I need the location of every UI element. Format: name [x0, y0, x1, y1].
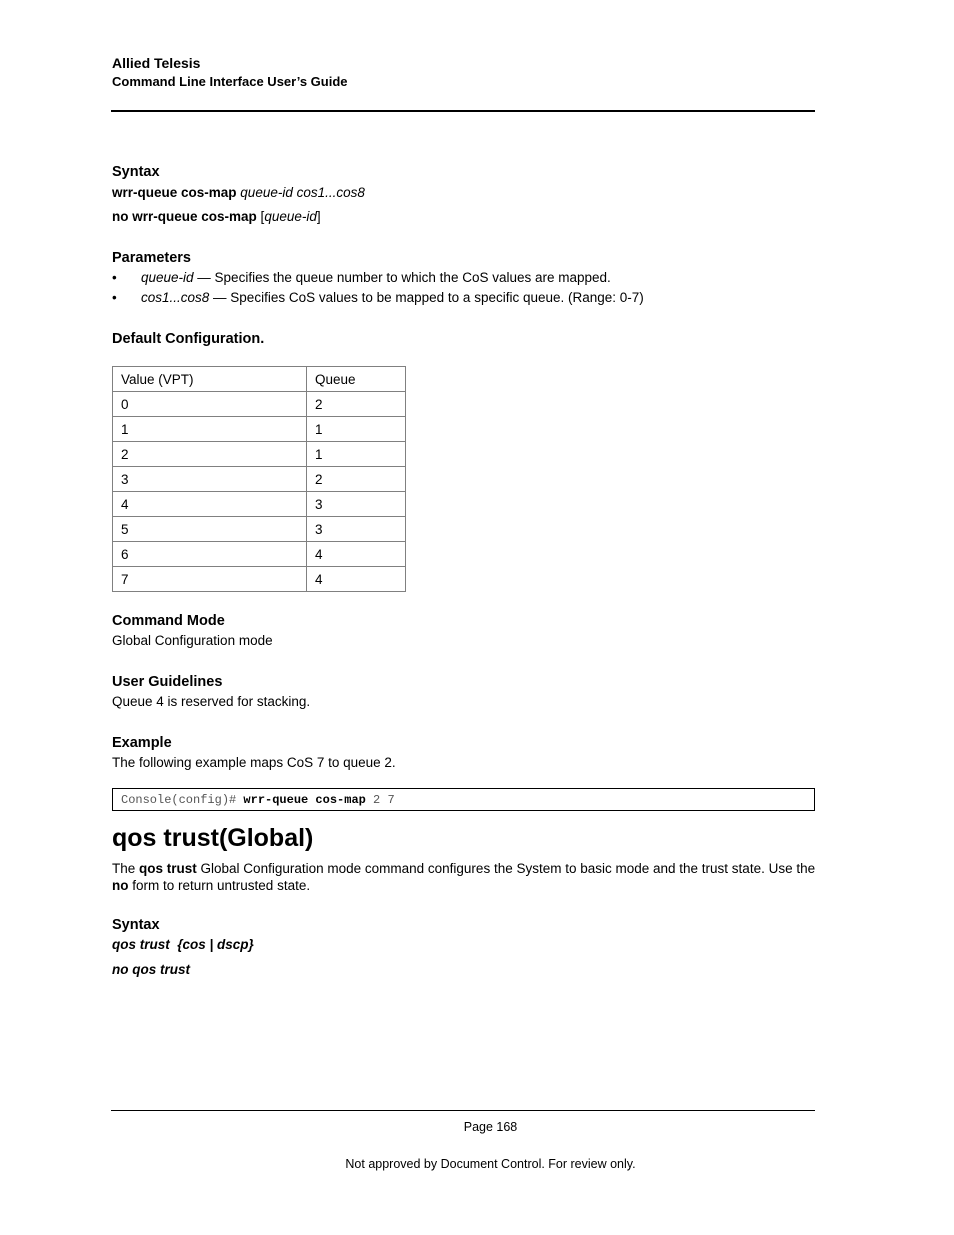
para-text: Global Configuration mode command configures the System to basic mode and the trust state. Use the	[196, 861, 816, 876]
default-config-table	[112, 366, 406, 592]
example-code-box	[112, 788, 815, 811]
table-row	[113, 567, 406, 592]
qos-syntax-line-2: no qos trust	[112, 962, 190, 977]
code-prompt: Console(config)#	[121, 793, 237, 807]
parameter-name: queue-id	[141, 270, 194, 285]
example-heading: Example	[112, 735, 172, 751]
table-cell: 3	[307, 492, 406, 517]
para-text: form to return untrusted state.	[128, 878, 311, 893]
para-bold-command: qos trust	[139, 861, 197, 876]
code-command: wrr-queue cos-map	[243, 793, 366, 807]
table-cell: 1	[307, 417, 406, 442]
bracket-close: ]	[316, 209, 321, 224]
company-name: Allied Telesis	[112, 55, 201, 71]
syntax-command: wrr-queue cos-map	[112, 185, 237, 200]
bullet: •	[112, 290, 117, 305]
table-cell: 2	[307, 392, 406, 417]
syntax-no-command: no wrr-queue cos-map	[112, 209, 257, 224]
review-notice: Not approved by Document Control. For review only.	[345, 1157, 636, 1171]
syntax-heading: Syntax	[112, 164, 160, 180]
table-cell: 2	[113, 442, 307, 467]
table-row	[113, 392, 406, 417]
table-header-row	[113, 367, 406, 392]
default-config-heading: Default Configuration.	[112, 331, 265, 347]
header-divider	[111, 110, 815, 112]
table-row	[113, 542, 406, 567]
table-header-cell: Value (VPT)	[113, 367, 307, 392]
syntax-line-2	[112, 209, 321, 224]
description-paragraph	[112, 860, 822, 894]
command-mode-text: Global Configuration mode	[112, 633, 273, 648]
parameter-desc: — Specifies the queue number to which the CoS values are mapped.	[193, 270, 611, 285]
table-cell: 3	[113, 467, 307, 492]
table-cell: 4	[113, 492, 307, 517]
table-cell: 0	[113, 392, 307, 417]
code-args: 2 7	[373, 793, 395, 807]
footer-divider	[111, 1110, 815, 1111]
table-cell: 5	[113, 517, 307, 542]
parameter-desc: — Specifies CoS values to be mapped to a specific queue. (Range: 0-7)	[209, 290, 644, 305]
table-cell: 2	[307, 467, 406, 492]
table-row	[113, 467, 406, 492]
table-row	[113, 517, 406, 542]
table-row	[113, 492, 406, 517]
syntax-heading-2: Syntax	[112, 917, 160, 933]
parameter-item	[112, 290, 812, 305]
qos-syntax-line-1: qos trust {cos | dscp}	[112, 937, 254, 952]
table-row	[113, 417, 406, 442]
bullet: •	[112, 270, 117, 285]
table-cell: 4	[307, 567, 406, 592]
user-guidelines-text: Queue 4 is reserved for stacking.	[112, 694, 311, 709]
parameter-name: cos1...cos8	[141, 290, 210, 305]
syntax-line-1	[112, 185, 365, 200]
table-cell: 7	[113, 567, 307, 592]
parameter-item	[112, 270, 812, 285]
para-bold-no: no	[112, 878, 129, 893]
table-cell: 1	[113, 417, 307, 442]
table-row	[113, 442, 406, 467]
table-cell: 4	[307, 542, 406, 567]
table-header-cell: Queue	[307, 367, 406, 392]
user-guidelines-heading: User Guidelines	[112, 674, 223, 690]
parameters-heading: Parameters	[112, 250, 191, 266]
page-number: Page 168	[463, 1120, 518, 1134]
para-text: The	[112, 861, 140, 876]
section-title: qos trust(Global)	[112, 824, 314, 852]
syntax-args: queue-id cos1...cos8	[240, 185, 365, 200]
bracket-open: [	[260, 209, 265, 224]
table-cell: 6	[113, 542, 307, 567]
example-text: The following example maps CoS 7 to queue 2.	[112, 755, 396, 770]
command-mode-heading: Command Mode	[112, 613, 225, 629]
document-title: Command Line Interface User’s Guide	[112, 74, 348, 89]
table-cell: 1	[307, 442, 406, 467]
syntax-no-arg: queue-id	[264, 209, 317, 224]
table-cell: 3	[307, 517, 406, 542]
